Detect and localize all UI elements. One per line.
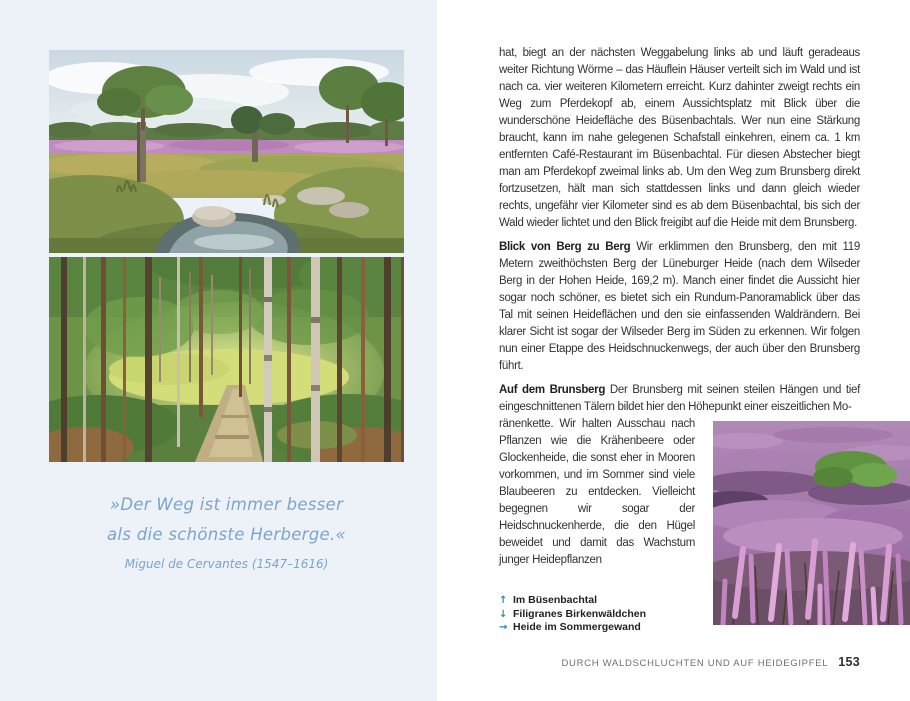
quote-line-1: »Der Weg ist immer besser — [109, 495, 344, 514]
paragraph-auf-dem-brunsberg — [499, 382, 860, 416]
caption-label: Im Büsenbachtal — [513, 594, 598, 606]
caption-label: Heide im Sommergewand — [513, 621, 641, 633]
photo-birkenwaeldchen — [49, 257, 404, 462]
section-heading-auf-dem-brunsberg: Auf dem Brunsberg — [499, 384, 606, 396]
heathland-pond-illustration — [49, 50, 404, 253]
quote-line-2: als die schönste Herberge.« — [106, 525, 347, 544]
caption-item — [499, 594, 646, 608]
right-arrow-icon: → — [499, 622, 508, 633]
paragraph-auf-dem-brunsberg-wrapped — [499, 416, 695, 569]
caption-list — [499, 594, 646, 635]
chapter-title: DURCH WALDSCHLUCHTEN UND AUF HEIDEGIPFEL — [561, 658, 829, 669]
page-footer — [561, 655, 860, 669]
paragraph-text: ränenkette. Wir halten Ausschau nach Pflanzen wie die Krähenbeere oder Glockenheide, die sonst eher in Mooren vorkommen, und im Sommer sind viele Blaubeeren zu entdecken. Vielleicht begegnen wir sogar der Heidschnuckenherde, die den Hügel beweidet und damit das Wachstum junger Heidepflanzen — [499, 418, 695, 566]
caption-label: Filigranes Birkenwäldchen — [513, 607, 647, 620]
heather-field-illustration — [713, 421, 910, 625]
photo-heide-sommergewand — [713, 421, 910, 625]
right-page — [437, 0, 910, 701]
paragraph-text: Der Brunsberg mit seinen steilen Hängen und tief eingeschnittenen Tälern bildet hier den Höhepunkt einer eiszeitlichen Mo- — [499, 384, 860, 413]
quote-attribution: Miguel de Cervantes (1547–1616) — [124, 557, 329, 571]
down-arrow-icon: ↓ — [499, 608, 508, 620]
section-heading-blick-von-berg: Blick von Berg zu Berg — [499, 241, 631, 253]
left-page — [0, 0, 437, 701]
paragraph-text: hat, biegt an der nächsten Weggabelung links ab und läuft geradeaus weiter Richtung Wörme – das Häuflein Häuser verteilt sich im Wald und ist nach ca. vier weiteren Kilometern erreicht. Kurz dahinter zweigt rechts ein Weg zum Pferdekopf ab, einem Aussichtsplatz mit Blick über die wunderschöne Heidefläche des Büsenbachtals. Wer nun eine Stärkung braucht, kann im nahe gelegenen Schafstall einkehren, einem ca. 1 km entfernten Café-Restaurant im Büsenbachtal. Für diesen Abstecher biegt man am Pferdekopf zweimal links ab. Um den Weg zum Brunsberg direkt fortzusetzen, hält man sich stattdessen links und dann gleich wieder rechts, ungefähr vier Kilometer sind es ab dem Büsenbachtal, bis sich der Wald wieder lichtet und den Blick freigibt auf die Heide mit dem Brunsberg. — [499, 47, 860, 229]
paragraph-blick-von-berg — [499, 239, 860, 375]
photo-buesenbachtal — [49, 50, 404, 253]
paragraph-text: Wir erklimmen den Brunsberg, den mit 119 Metern zweithöchsten Berg der Lüneburger Heide (nach dem Wilseder Berg in der Hohen Heide, 169,2 m). Manch einer findet die Aussicht hier sogar noch schöner, es bietet sich ein Rundum-Panoramablick über das Tal mit seinen Heideflächen und den sie einfassenden Waldrändern. Bei klarer Sicht ist sogar der Wilseder Berg im Süden zu erkennen. Wir folgen nun einer Etappe des Heidschnuckenwegs, der auch über den Brunsberg führt. — [499, 241, 860, 372]
page-number: 153 — [838, 655, 860, 669]
birch-forest-illustration — [49, 257, 404, 462]
quote-block — [39, 490, 414, 573]
caption-item — [499, 621, 646, 635]
paragraph-route-continuation — [499, 45, 860, 232]
up-arrow-icon: ↑ — [499, 595, 508, 606]
caption-item — [499, 608, 646, 622]
